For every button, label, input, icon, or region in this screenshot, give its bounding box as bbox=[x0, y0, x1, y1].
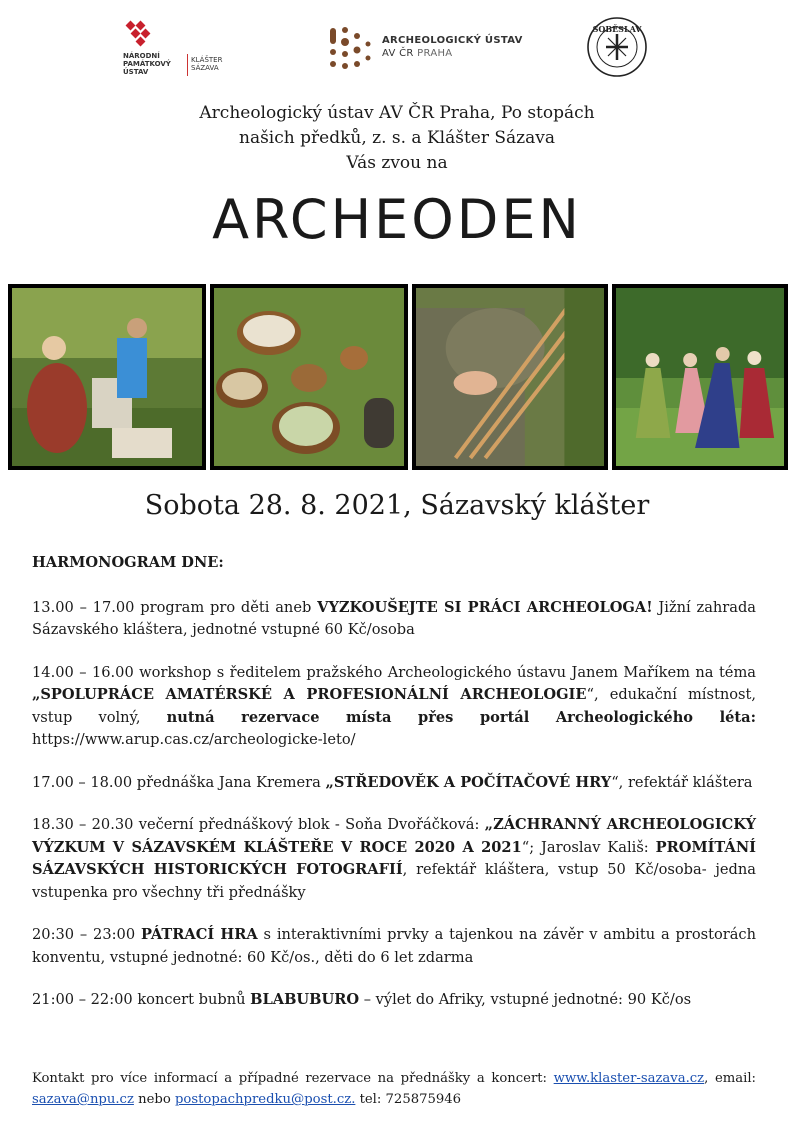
seal-logo bbox=[586, 16, 648, 78]
arup-text-2b: PRAHA bbox=[417, 48, 453, 59]
npu-mark-icon bbox=[123, 20, 153, 50]
program-item-5: 20:30 – 23:00 PÁTRACÍ HRA s interaktivními prvky a tajenkou na závěr v ambitu a prostorách konventu, vstupné jednotné: 60 Kč/os., děti do 6 let zdarma bbox=[32, 926, 756, 966]
website-link[interactable]: www.klaster-sazava.cz bbox=[553, 1071, 705, 1086]
email-link-postopach[interactable]: postopachpredku@post.cz. bbox=[174, 1092, 356, 1107]
program-item-1: 13.00 – 17.00 program pro děti aneb VYZKOUŠEJTE SI PRÁCI ARCHEOLOGA! Jižní zahrada Sázavského kláštera, jednotné vstupné 60 Kč/osoba bbox=[32, 598, 757, 638]
arup-text-2a: AV ČR bbox=[382, 48, 414, 59]
program-item-3: 17.00 – 18.00 přednáška Jana Kremera „STŘEDOVĚK A POČÍTAČOVÉ HRY“, refektář kláštera bbox=[32, 773, 753, 791]
arup-text-1: ARCHEOLOGICKÝ ÚSTAV bbox=[382, 35, 523, 46]
email-link-npu[interactable]: sazava@npu.cz bbox=[32, 1092, 134, 1107]
arup-logo bbox=[328, 22, 528, 72]
program-item-4: 18.30 – 20.30 večerní přednáškový blok - Soňa Dvořáčková: „ZÁCHRANNÝ ARCHEOLOGICKÝ VÝZKUM V SÁZAVSKÉM KLÁŠTEŘE V ROCE 2020 A 2021“; Jaroslav Kališ: PROMÍTÁNÍ SÁZAVSKÝCH HISTORICKÝCH FOTOGRAFIÍ, refektář kláštera, vstup 50 Kč/osoba- jedna vstupenka pro všechny tři přednášky bbox=[32, 816, 756, 901]
npu-text-2: PAMÁTKOVÝ bbox=[123, 60, 171, 68]
logo-bar bbox=[0, 14, 794, 84]
npu-text-3: ÚSTAV bbox=[123, 68, 149, 76]
intro-line-1: Archeologický ústav AV ČR Praha, Po stopách bbox=[199, 103, 595, 123]
npu-logo bbox=[123, 20, 233, 80]
npu-divider bbox=[187, 54, 188, 76]
event-date: Sobota 28. 8. 2021, Sázavský klášter bbox=[144, 490, 650, 521]
photo-mill-grinding bbox=[8, 284, 206, 470]
intro-line-3: Vás zvou na bbox=[346, 153, 448, 173]
program-heading: HARMONOGRAM DNE: bbox=[32, 554, 224, 571]
program-item-2: 14.00 – 16.00 workshop s ředitelem pražského Archeologického ústavu Janem Maříkem na téma „SPOLUPRÁCE AMATÉRSKÉ A PROFESIONÁLNÍ ARCHEOLOGIE“, edukační místnost, vstup volný, nutná rezervace místa přes portál Archeologického léta: https://www.arup.cas.cz/archeologicke-leto/ bbox=[32, 663, 757, 748]
arup-dots-icon bbox=[328, 22, 372, 72]
intro-line-2: našich předků, z. s. a Klášter Sázava bbox=[239, 128, 555, 148]
event-title: ARCHEODEN bbox=[212, 188, 582, 251]
intro-text bbox=[0, 101, 794, 176]
program-item-6: 21:00 – 22:00 koncert bubnů BLABUBURO – výlet do Afriky, vstupné jednotné: 90 Kč/os bbox=[32, 991, 692, 1008]
npu-sub-1: KLÁŠTER bbox=[191, 56, 223, 64]
contact-info: Kontakt pro více informací a případné rezervace na přednášky a koncert: www.klaster-sazava.cz, email: sazava@npu.cz nebo postopachpredku@post.cz. tel: 725875946 bbox=[32, 1071, 756, 1107]
npu-sub-2: SÁZAVA bbox=[191, 64, 219, 72]
photo-clay-bowls bbox=[210, 284, 408, 470]
photo-dancers bbox=[612, 284, 788, 470]
photo-weaving bbox=[412, 284, 608, 470]
program bbox=[32, 552, 756, 1032]
photo-strip bbox=[8, 284, 788, 470]
npu-text-1: NÁRODNÍ bbox=[123, 52, 160, 60]
arup-link[interactable]: https://www.arup.cas.cz/archeologicke-leto/ bbox=[32, 731, 356, 748]
seal-text: SOBĚSLAV bbox=[592, 24, 642, 34]
